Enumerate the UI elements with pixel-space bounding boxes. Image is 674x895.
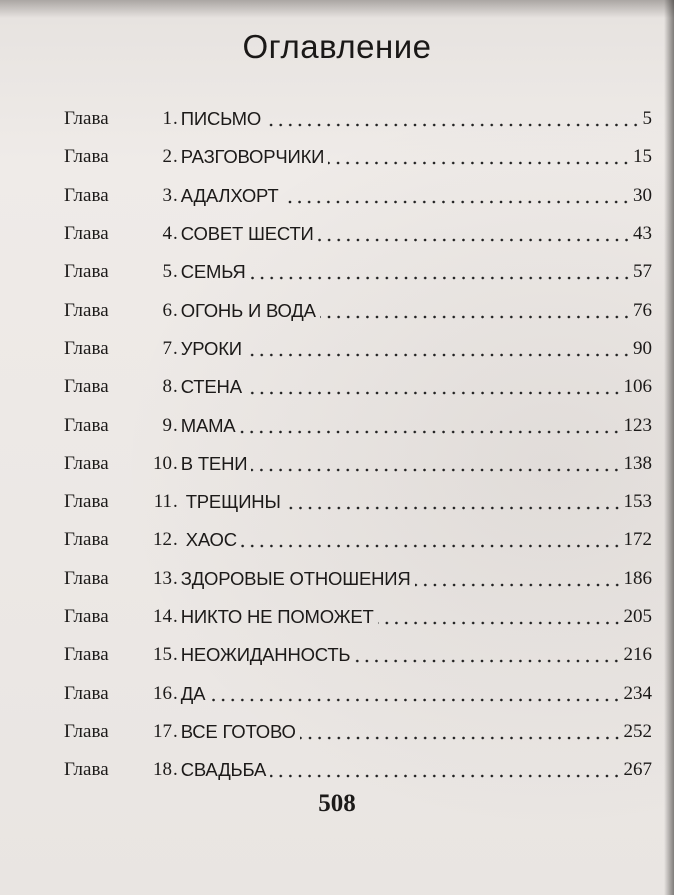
- chapter-title: ДА: [180, 682, 206, 704]
- chapter-title: СОВЕТ ШЕСТИ: [180, 223, 314, 245]
- chapter-number: 14: [153, 606, 172, 627]
- toc-entry: [64, 713, 652, 751]
- chapter-title: РАЗГОВОРЧИКИ: [180, 146, 325, 168]
- chapter-number: 7: [162, 337, 172, 359]
- chapter-page-number: 90: [633, 337, 652, 359]
- chapter-page-number: 138: [623, 452, 652, 474]
- dot-leader: [378, 621, 622, 625]
- table-of-contents: [64, 100, 652, 789]
- chapter-word: Глава: [64, 223, 109, 245]
- chapter-number-dot: .: [173, 184, 178, 206]
- chapter-word: Глава: [64, 567, 109, 589]
- chapter-page-number: 5: [642, 108, 652, 130]
- chapter-number: 13: [153, 567, 172, 589]
- chapter-word: Глава: [64, 337, 109, 359]
- chapter-number-dot: .: [173, 529, 178, 551]
- chapter-title: ТРЕЩИНЫ: [180, 491, 281, 513]
- chapter-number: 9: [162, 414, 172, 436]
- chapter-number-dot: .: [173, 644, 178, 666]
- page-number: 508: [318, 790, 356, 817]
- chapter-page-number: 30: [633, 184, 652, 206]
- toc-entry: [64, 598, 652, 636]
- toc-entry: [64, 636, 652, 674]
- chapter-title: МАМА: [180, 414, 236, 436]
- page-title: Оглавление: [242, 28, 432, 65]
- toc-entry: [64, 445, 652, 483]
- chapter-number: 12: [153, 529, 172, 551]
- toc-entry: [64, 100, 652, 138]
- chapter-number: 1: [162, 108, 172, 130]
- dot-leader: [282, 200, 631, 204]
- chapter-number: 5: [162, 261, 172, 283]
- chapter-number: 3: [162, 184, 172, 206]
- chapter-number-dot: .: [173, 261, 178, 283]
- dot-leader: [354, 659, 621, 663]
- chapter-title: ХАОС: [180, 529, 237, 551]
- chapter-page-number: 43: [633, 223, 652, 245]
- toc-entry: [64, 560, 652, 598]
- chapter-word: Глава: [64, 682, 109, 704]
- toc-entry: [64, 291, 652, 329]
- chapter-word: Глава: [64, 261, 109, 283]
- chapter-word: Глава: [64, 720, 109, 742]
- chapter-number-dot: .: [173, 223, 178, 245]
- chapter-title: ОГОНЬ И ВОДА: [180, 299, 316, 321]
- chapter-number-dot: .: [173, 452, 178, 474]
- chapter-word: Глава: [64, 299, 109, 321]
- toc-entry: [64, 138, 652, 176]
- dot-leader: [246, 391, 622, 395]
- chapter-page-number: 267: [623, 759, 652, 781]
- chapter-title: СЕМЬЯ: [180, 261, 246, 283]
- dot-leader: [328, 161, 631, 165]
- chapter-number-dot: .: [173, 606, 178, 627]
- chapter-word: Глава: [64, 644, 109, 666]
- chapter-title: АДАЛХОРТ: [180, 184, 279, 206]
- chapter-number: 18: [153, 759, 172, 781]
- chapter-title: УРОКИ: [180, 337, 242, 359]
- chapter-page-number: 153: [623, 491, 652, 513]
- toc-entry: [64, 483, 652, 521]
- chapter-number-dot: .: [173, 337, 178, 359]
- dot-leader: [250, 276, 631, 280]
- chapter-page-number: 123: [623, 414, 652, 436]
- dot-leader: [239, 430, 621, 434]
- dot-leader: [415, 583, 622, 587]
- chapter-number-dot: .: [173, 491, 178, 513]
- chapter-number: 4: [162, 223, 172, 245]
- chapter-number: 15: [153, 644, 172, 666]
- chapter-page-number: 172: [623, 529, 652, 551]
- chapter-title: СВАДЬБА: [180, 759, 267, 781]
- chapter-number-dot: .: [173, 414, 178, 436]
- chapter-word: Глава: [64, 452, 109, 474]
- chapter-number: 17: [153, 720, 172, 742]
- chapter-page-number: 186: [623, 567, 652, 589]
- toc-entry: [64, 521, 652, 559]
- chapter-title: В ТЕНИ: [180, 452, 248, 474]
- chapter-word: Глава: [64, 759, 109, 781]
- chapter-number: 8: [162, 376, 172, 398]
- chapter-title: НИКТО НЕ ПОМОЖЕТ: [180, 606, 374, 627]
- chapter-number-dot: .: [173, 146, 178, 168]
- dot-leader: [285, 506, 622, 510]
- dot-leader: [209, 698, 621, 702]
- chapter-number: 6: [162, 299, 172, 321]
- chapter-number: 10: [153, 452, 172, 474]
- dot-leader: [246, 353, 631, 357]
- chapter-number-dot: .: [173, 682, 178, 704]
- chapter-word: Глава: [64, 606, 109, 627]
- toc-entry: [64, 330, 652, 368]
- toc-entry: [64, 368, 652, 406]
- chapter-number-dot: .: [173, 759, 178, 781]
- chapter-word: Глава: [64, 376, 109, 398]
- chapter-page-number: 76: [633, 299, 652, 321]
- chapter-page-number: 15: [633, 146, 652, 168]
- chapter-number-dot: .: [173, 108, 178, 130]
- toc-entry: [64, 406, 652, 444]
- chapter-number: 16: [153, 682, 172, 704]
- dot-leader: [241, 544, 622, 548]
- toc-entry: [64, 177, 652, 215]
- dot-leader: [265, 123, 640, 127]
- chapter-number-dot: .: [173, 376, 178, 398]
- dot-leader: [320, 315, 631, 319]
- chapter-title: ПИСЬМО: [180, 108, 262, 130]
- dot-leader: [300, 736, 622, 740]
- chapter-word: Глава: [64, 146, 109, 168]
- chapter-page-number: 252: [623, 720, 652, 742]
- chapter-number: 2: [162, 146, 172, 168]
- chapter-word: Глава: [64, 414, 109, 436]
- chapter-title: СТЕНА: [180, 376, 242, 398]
- chapter-page-number: 205: [623, 606, 652, 627]
- chapter-page-number: 234: [623, 682, 652, 704]
- chapter-title: ЗДОРОВЫЕ ОТНОШЕНИЯ: [180, 567, 411, 589]
- chapter-number-dot: .: [173, 299, 178, 321]
- chapter-title: ВСЕ ГОТОВО: [180, 720, 296, 742]
- chapter-number: 11: [153, 491, 172, 513]
- dot-leader: [318, 238, 631, 242]
- toc-entry: [64, 674, 652, 712]
- chapter-page-number: 216: [623, 644, 652, 666]
- chapter-number-dot: .: [173, 567, 178, 589]
- toc-entry: [64, 751, 652, 789]
- page-right-shadow: [664, 0, 674, 895]
- chapter-number-dot: .: [173, 720, 178, 742]
- chapter-page-number: 106: [623, 376, 652, 398]
- dot-leader: [270, 774, 621, 778]
- chapter-word: Глава: [64, 529, 109, 551]
- chapter-page-number: 57: [633, 261, 652, 283]
- dot-leader: [251, 468, 621, 472]
- chapter-title: НЕОЖИДАННОСТЬ: [180, 644, 351, 666]
- chapter-word: Глава: [64, 108, 109, 130]
- page-top-shadow: [0, 0, 674, 18]
- chapter-word: Глава: [64, 491, 109, 513]
- chapter-word: Глава: [64, 184, 109, 206]
- toc-entry: [64, 253, 652, 291]
- toc-entry: [64, 215, 652, 253]
